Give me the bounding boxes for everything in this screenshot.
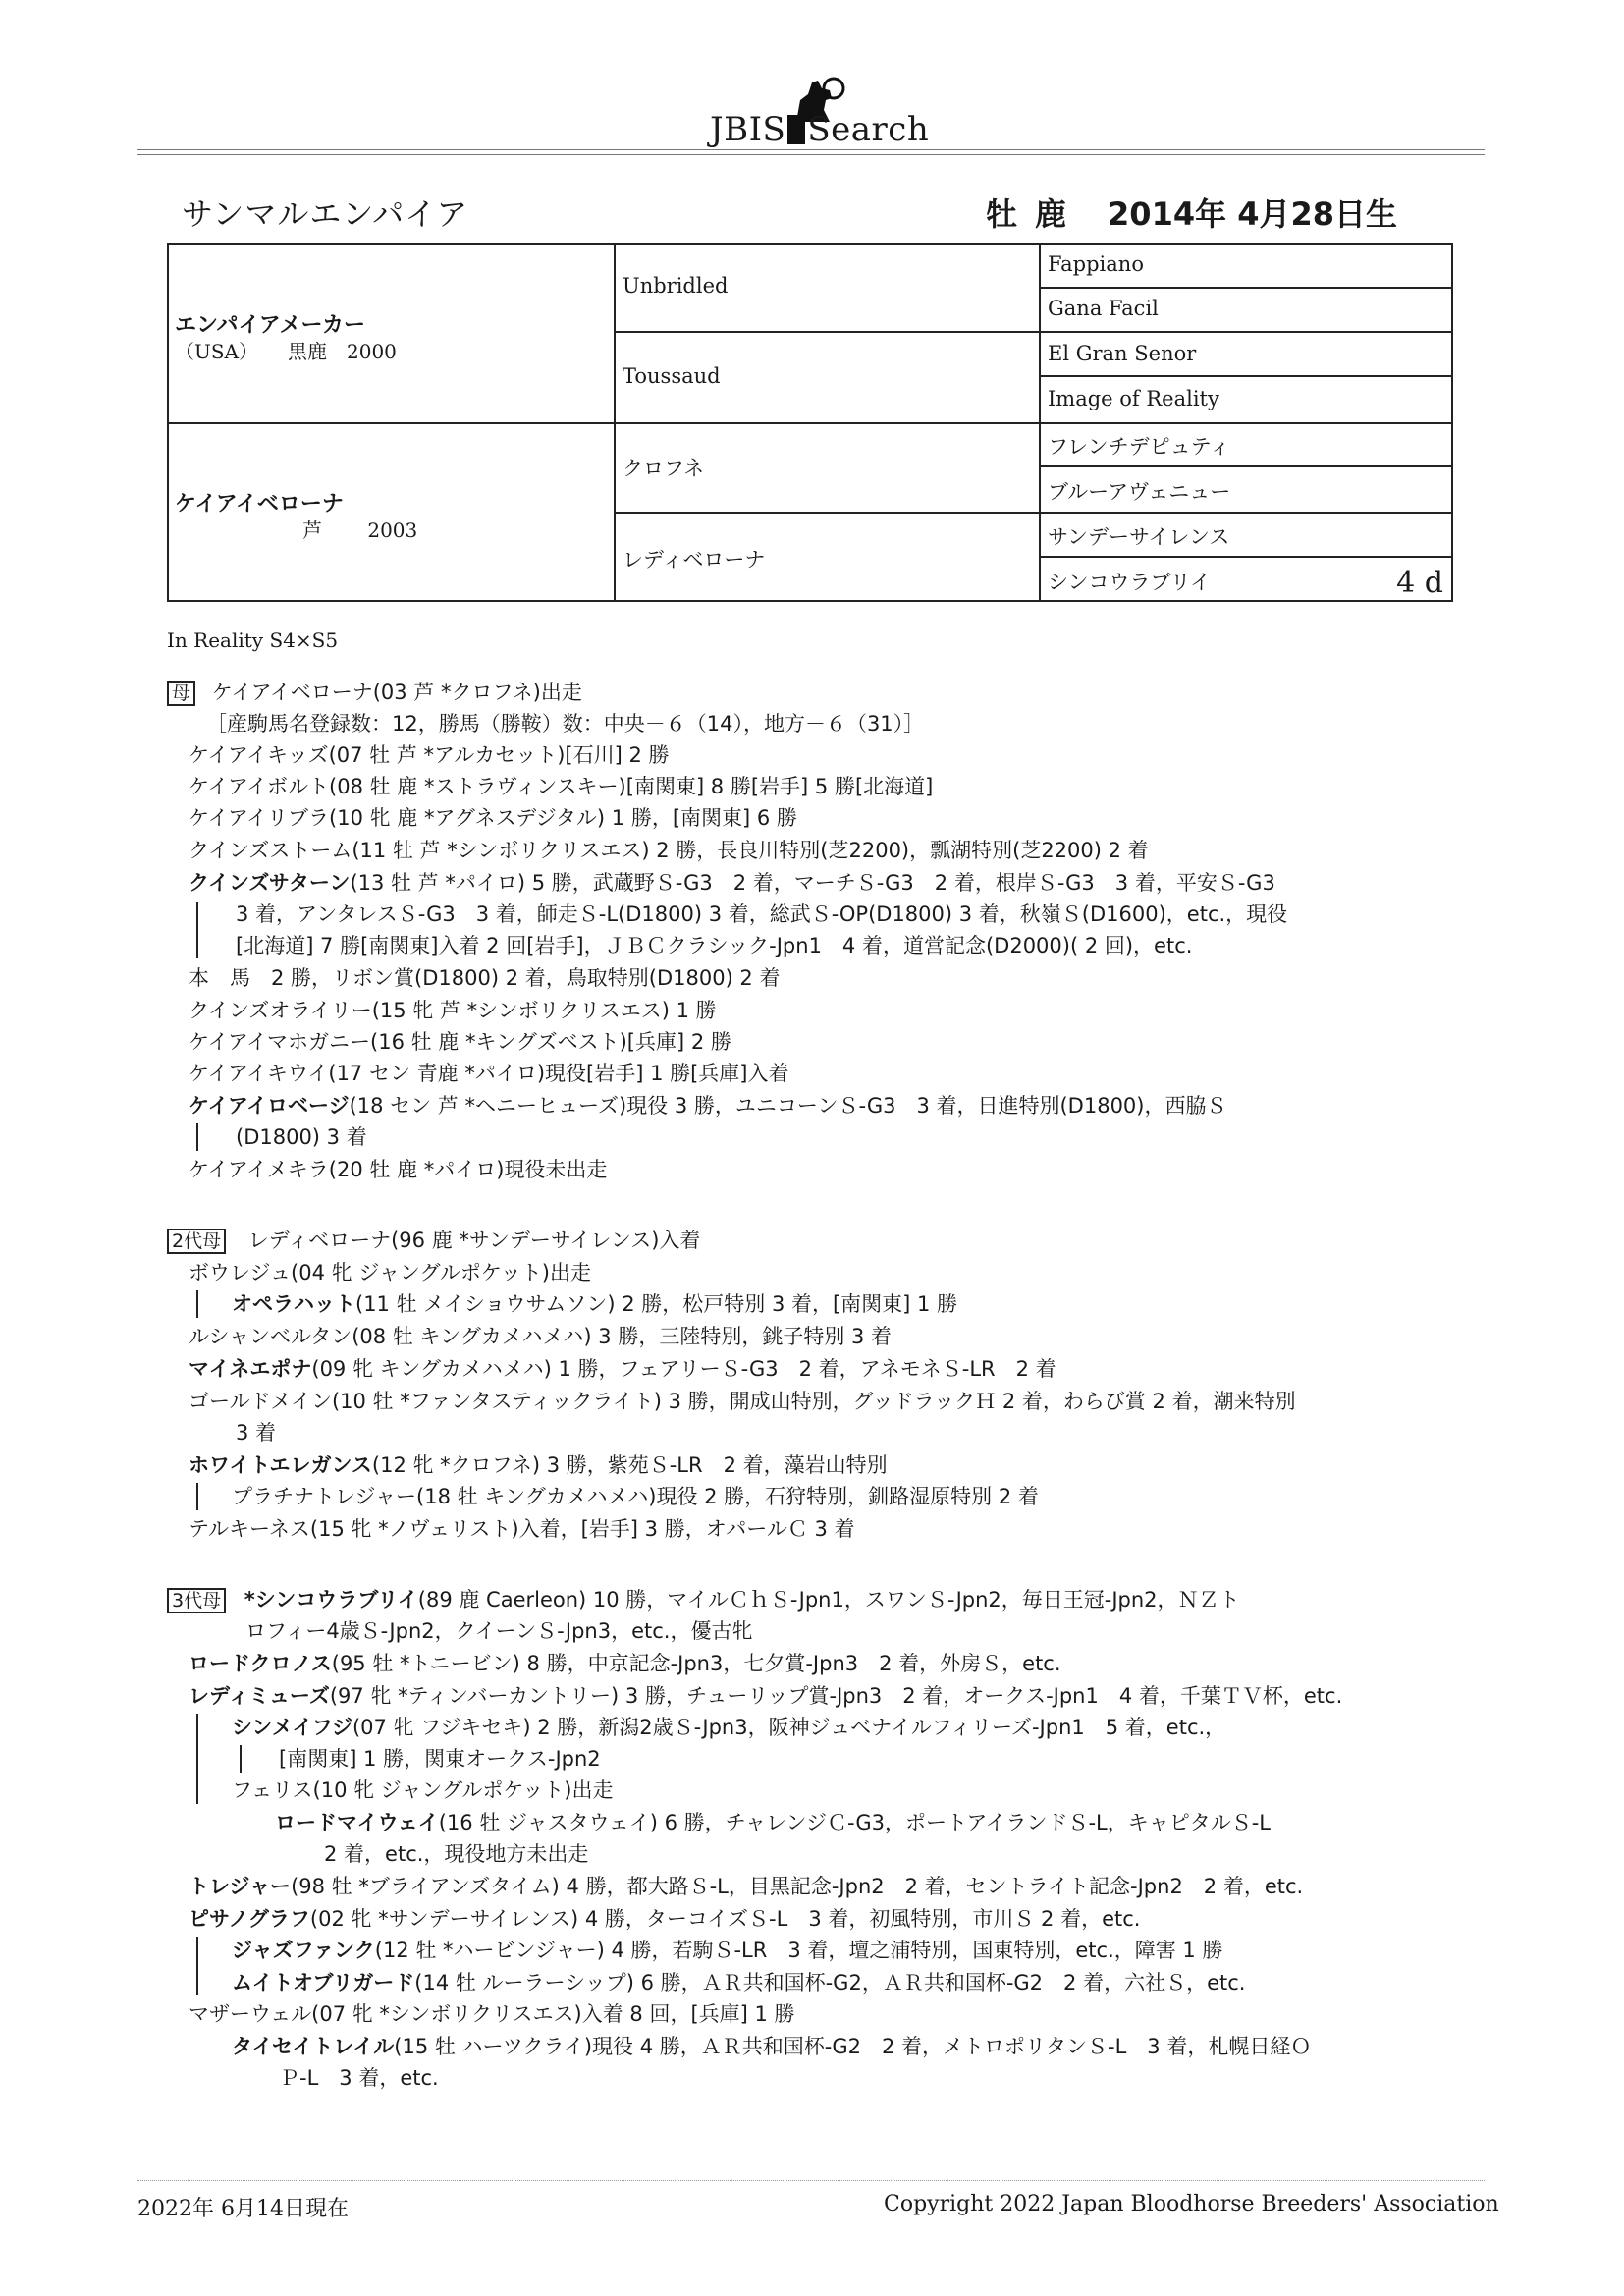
list-item: プラチナトレジャー(18 牡 キングカメハメハ)現役 2 勝，石狩特別，釧路湿原特別 2 着: [232, 1485, 1039, 1508]
list-item: ゴールドメイン(10 牡 *ファンタスティックライト) 3 勝，開成山特別，グッドラックＨ 2 着，わらび賞 2 着，潮来特別: [189, 1390, 1296, 1413]
indent-bar: [196, 1123, 198, 1151]
horse-name-bold: クインズサターン: [189, 871, 351, 895]
list-item: クインズサターン(13 牡 芦 *パイロ) 5 勝，武蔵野Ｓ-G3 2 着，マーチＳ-G3 2 着，根岸Ｓ-G3 3 着，平安Ｓ-G3: [189, 871, 1275, 895]
g3-3: El Gran Senor: [1048, 342, 1197, 365]
horse-name-bold: オペラハット: [232, 1292, 355, 1316]
sire-dam: Toussaud: [623, 364, 721, 388]
list-item: クインズストーム(11 牡 芦 *シンボリクリスエス) 2 勝，長良川特別(芝2200)，瓢湖特別(芝2200) 2 着: [189, 839, 1149, 862]
list-item: ケイアイメキラ(20 牡 鹿 *パイロ)現役未出走: [189, 1158, 608, 1181]
g3-6: ブルーアヴェニュー: [1048, 480, 1231, 504]
list-item: ピサノグラフ(02 牝 *サンデーサイレンス) 4 勝，ターコイズＳ-L 3 着，初風特別，市川Ｓ 2 着，etc.: [189, 1907, 1141, 1931]
logo-search-text: Search: [807, 110, 930, 149]
third-dam-summary: (89 鹿 Caerleon) 10 勝，マイルＣｈＳ-Jpn1，スワンＳ-Jpn2，毎日王冠-Jpn2，ＮＺト: [417, 1588, 1240, 1612]
inbreeding-note: In Reality S4×S5: [167, 629, 339, 652]
g3-4: Image of Reality: [1048, 387, 1219, 410]
sire-sire: Unbridled: [623, 274, 729, 298]
horse-name: サンマルエンパイア: [182, 195, 469, 233]
dam-name: ケイアイベローナ: [175, 492, 344, 517]
dam-detail: 芦 2003: [302, 519, 418, 542]
footer-date: 2022年 6月14日現在: [137, 2197, 349, 2221]
horse-name-bold: ロードマイウェイ: [275, 1811, 439, 1834]
sire-name: エンパイアメーカー: [175, 313, 366, 338]
list-item: ムイトオブリガード(14 牡 ルーラーシップ) 6 勝，ＡＲ共和国杯-G2，ＡＲ共和国杯-G2 2 着，六社Ｓ，etc.: [232, 1971, 1246, 1995]
horse-name-bold: ケイアイロベージ: [189, 1094, 350, 1118]
dam-foal-stats: ［産駒馬名登録数：12，勝馬（勝鞍）数：中央－６（14），地方－６（31）］: [206, 712, 925, 736]
indent-bar: [196, 1714, 198, 1804]
g3-7: サンデーサイレンス: [1048, 525, 1230, 549]
list-item: ルシャンベルタン(08 牡 キングカメハメハ) 3 勝，三陸特別，銚子特別 3 着: [189, 1325, 893, 1348]
list-item: テルキーネス(15 牝 *ノヴェリスト)入着，[岩手] 3 勝，オパールＣ 3 着: [189, 1517, 855, 1541]
list-item-cont: 3 着，アンタレスＳ-G3 3 着，師走Ｓ-L(D1800) 3 着，総武Ｓ-OP(D1800) 3 着，秋嶺Ｓ(D1600)，etc.，現役: [236, 902, 1288, 926]
list-item: ロードクロノス(95 牡 *トニービン) 8 勝，中京記念-Jpn3，七夕賞-Jpn3 2 着，外房Ｓ，etc.: [189, 1652, 1061, 1675]
g3-2: Gana Facil: [1048, 297, 1159, 320]
list-item: レディミューズ(97 牝 *ティンバーカントリー) 3 勝，チューリップ賞-Jpn3 2 着，オークス-Jpn1 4 着，千葉ＴＶ杯，etc.: [189, 1684, 1343, 1708]
horse-name-bold: レディミューズ: [189, 1684, 330, 1708]
indent-bar: [196, 1290, 198, 1318]
header-rule-2: [137, 154, 1485, 155]
list-item-cont: 2 着，etc.，現役地方未出走: [324, 1842, 589, 1866]
list-item: ケイアイボルト(08 牡 鹿 *ストラヴィンスキー)[南関東] 8 勝[岩手] 5 勝[北海道]: [189, 775, 934, 798]
horse-name-bold: タイセイトレイル: [232, 2035, 395, 2058]
horse-name-bold: ムイトオブリガード: [232, 1971, 415, 1995]
list-item: ホワイトエレガンス(12 牝 *クロフネ) 3 勝，紫苑Ｓ-LR 2 着，藻岩山特別: [189, 1453, 888, 1477]
dam-summary: ケイアイベローナ(03 芦 *クロフネ)出走: [211, 681, 582, 704]
horse-name-bold: マイネエポナ: [189, 1357, 312, 1381]
header-rule: [137, 149, 1485, 150]
horse-name-bold: トレジャー: [189, 1875, 292, 1898]
footer-copyright: Copyright 2022 Japan Bloodhorse Breeders' Association: [884, 2192, 1499, 2216]
list-item-cont: [北海道] 7 勝[南関東]入着 2 回[岩手]，ＪＢＣクラシック-Jpn1 4 着，道営記念(D2000)( 2 回)，etc.: [236, 934, 1193, 957]
list-item-cont: [南関東] 1 勝，関東オークス-Jpn2: [279, 1747, 601, 1771]
logo-jbis-text: JBIS: [710, 110, 786, 149]
g3-8: シンコウラブリイ: [1048, 571, 1212, 594]
list-item: ボウレジュ(04 牝 ジャングルポケット)出走: [189, 1261, 591, 1285]
list-item: トレジャー(98 牡 *ブライアンズタイム) 4 勝，都大路Ｓ-L，目黒記念-Jpn2 2 着，セントライト記念-Jpn2 2 着，etc.: [189, 1875, 1304, 1898]
second-dam-summary: レディベローナ(96 鹿 *サンデーサイレンス)入着: [247, 1229, 701, 1252]
jbis-search-logo: [702, 71, 947, 149]
footer-rule: [137, 2180, 1485, 2181]
list-item: シンメイフジ(07 牝 フジキセキ) 2 勝，新潟2歳Ｓ-Jpn3，阪神ジュベナイルフィリーズ-Jpn1 5 着，etc.，: [232, 1716, 1226, 1739]
dam-sire: クロフネ: [623, 457, 705, 480]
list-item: タイセイトレイル(15 牡 ハーツクライ)現役 4 勝，ＡＲ共和国杯-G2 2 着，メトロポリタンＳ-L 3 着，札幌日経Ｏ: [232, 2035, 1312, 2058]
indent-bar: [196, 1937, 198, 1995]
list-item: ケイアイリブラ(10 牝 鹿 *アグネスデジタル) 1 勝，[南関東] 6 勝: [189, 806, 797, 830]
sire-detail: （USA） 黒鹿 2000: [175, 340, 397, 363]
list-item: ケイアイマホガニー(16 牡 鹿 *キングズベスト)[兵庫] 2 勝: [189, 1030, 731, 1054]
dam-dam: レディベローナ: [623, 548, 766, 572]
indent-bar: [196, 1483, 198, 1510]
list-item: ジャズファンク(12 牡 *ハービンジャー) 4 勝，若駒Ｓ-LR 3 着，壇之浦特別，国東特別，etc.，障害 1 勝: [232, 1939, 1223, 1962]
horse-sex: 牡: [986, 195, 1018, 233]
third-dam-name: *シンコウラブリイ: [244, 1588, 418, 1612]
section-2nd-dam-heading: [167, 1226, 700, 1255]
list-item: ケイアイキッズ(07 牡 芦 *アルカセット)[石川] 2 勝: [189, 743, 670, 767]
indent-bar: [196, 902, 198, 958]
indent-bar: [240, 1745, 242, 1773]
section-label-dam: 母: [167, 681, 195, 706]
horse-name-bold: ロードクロノス: [189, 1652, 332, 1675]
list-item: ケイアイロベージ(18 セン 芦 *ヘニーヒューズ)現役 3 勝，ユニコーンＳ-G3 3 着，日進特別(D1800)，西脇Ｓ: [189, 1094, 1227, 1118]
horse-name-bold: ジャズファンク: [232, 1939, 375, 1962]
list-item: マザーウェル(07 牝 *シンボリクリスエス)入着 8 回，[兵庫] 1 勝: [189, 2002, 795, 2026]
dosage-label: 4 d: [1396, 566, 1443, 600]
list-item-self: 本 馬 2 勝，リボン賞(D1800) 2 着，鳥取特別(D1800) 2 着: [189, 966, 781, 990]
horse-name-bold: ピサノグラフ: [189, 1907, 310, 1931]
list-item: ケイアイキウイ(17 セン 青鹿 *パイロ)現役[岩手] 1 勝[兵庫]入着: [189, 1062, 789, 1085]
horse-info: [986, 190, 1415, 235]
section-label-3rd-dam: 3代母: [167, 1588, 226, 1613]
g3-1: Fappiano: [1048, 252, 1144, 276]
list-item-cont: 3 着: [236, 1421, 277, 1445]
horse-name-bold: シンメイフジ: [232, 1716, 352, 1739]
third-dam-summary-cont: ロフィー4歳Ｓ-Jpn2，クイーンＳ-Jpn3，etc.，優古牝: [245, 1619, 753, 1643]
horse-birth: 2014年 4月28日生: [1108, 195, 1398, 233]
list-item-cont: Ｐ-L 3 着，etc.: [279, 2066, 439, 2090]
list-item: ロードマイウェイ(16 牡 ジャスタウェイ) 6 勝，チャレンジＣ-G3，ポートアイランドＳ-L，キャピタルＳ-L: [275, 1811, 1271, 1834]
list-item: オペラハット(11 牡 メイショウサムソン) 2 勝，松戸特別 3 着，[南関東] 1 勝: [232, 1292, 958, 1316]
list-item-cont: (D1800) 3 着: [236, 1125, 367, 1149]
horse-name-bold: ホワイトエレガンス: [189, 1453, 372, 1477]
list-item: フェリス(10 牝 ジャングルポケット)出走: [232, 1778, 614, 1802]
section-3rd-dam-heading: [167, 1585, 1240, 1614]
section-label-2nd-dam: 2代母: [167, 1229, 226, 1254]
g3-5: フレンチデピュティ: [1048, 435, 1230, 459]
list-item: クインズオライリー(15 牝 芦 *シンボリクリスエス) 1 勝: [189, 999, 717, 1022]
horse-color: 鹿: [1035, 195, 1067, 233]
list-item: マイネエポナ(09 牝 キングカメハメハ) 1 勝，フェアリーＳ-G3 2 着，アネモネＳ-LR 2 着: [189, 1357, 1056, 1381]
section-dam-heading: [167, 678, 582, 707]
pedigree-table: [167, 243, 1453, 602]
